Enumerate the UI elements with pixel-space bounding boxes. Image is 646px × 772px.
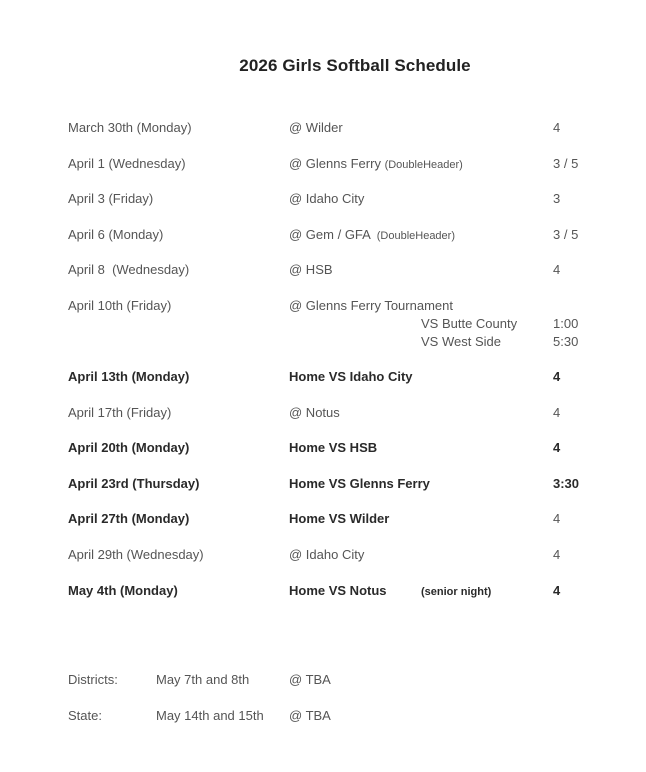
postseason-location: @ TBA: [289, 708, 331, 723]
game-date: April 20th (Monday): [68, 440, 190, 455]
game-opponent: @ Notus: [289, 405, 340, 420]
page-title: 2026 Girls Softball Schedule: [239, 56, 471, 75]
game-opponent: Home VS HSB: [289, 440, 378, 455]
postseason-label: Districts:: [68, 672, 118, 687]
game-date: March 30th (Monday): [68, 120, 192, 135]
game-opponent: @ Idaho City: [289, 547, 365, 562]
postseason-label: State:: [68, 708, 102, 723]
game-note: (DoubleHeader): [376, 230, 455, 242]
game-opponent: @ Wilder: [289, 120, 343, 135]
game-opponent: Home VS Idaho City: [289, 369, 413, 384]
game-date: April 29th (Wednesday): [68, 547, 204, 562]
game-time: 4: [553, 405, 561, 420]
game-time: 4: [553, 440, 561, 455]
game-time: 3: [553, 191, 561, 206]
game-note: (DoubleHeader): [384, 159, 463, 171]
game-opponent: Home VS Glenns Ferry: [289, 476, 430, 491]
tournament-opponent: VS Butte County: [421, 316, 518, 331]
game-date: April 6 (Monday): [68, 227, 164, 242]
game-time: 3 / 5: [553, 156, 579, 171]
game-opponent: @ Gem / GFA: [289, 227, 371, 242]
game-time: 4: [553, 262, 561, 277]
game-opponent: @ Glenns Ferry: [289, 156, 381, 171]
game-opponent-group: [289, 227, 455, 244]
game-time: 4: [553, 120, 561, 135]
game-time: 3 / 5: [553, 227, 579, 242]
game-time: 5:30: [553, 334, 579, 349]
game-time: 4: [553, 511, 561, 526]
game-time: 3:30: [553, 476, 580, 491]
game-date: May 4th (Monday): [68, 583, 178, 598]
game-date: April 8 (Wednesday): [68, 262, 190, 277]
game-opponent: @ Idaho City: [289, 191, 365, 206]
game-date: April 27th (Monday): [68, 511, 190, 526]
game-opponent: Home VS Notus: [289, 583, 387, 598]
game-date: April 3 (Friday): [68, 191, 154, 206]
tournament-opponent: VS West Side: [421, 334, 501, 349]
game-date: April 13th (Monday): [68, 369, 190, 384]
game-opponent: @ Glenns Ferry Tournament: [289, 298, 453, 313]
game-date: April 1 (Wednesday): [68, 156, 186, 171]
game-date: April 17th (Friday): [68, 405, 172, 420]
game-time: 4: [553, 583, 561, 598]
game-time: 4: [553, 369, 561, 384]
postseason-location: @ TBA: [289, 672, 331, 687]
game-opponent: @ HSB: [289, 262, 333, 277]
game-time: 4: [553, 547, 561, 562]
game-time: 1:00: [553, 316, 579, 331]
game-date: April 23rd (Thursday): [68, 476, 200, 491]
game-opponent-group: [289, 156, 463, 173]
game-date: April 10th (Friday): [68, 298, 172, 313]
game-note: (senior night): [421, 586, 492, 598]
postseason-dates: May 14th and 15th: [156, 708, 264, 723]
postseason-dates: May 7th and 8th: [156, 672, 250, 687]
game-opponent: Home VS Wilder: [289, 511, 390, 526]
